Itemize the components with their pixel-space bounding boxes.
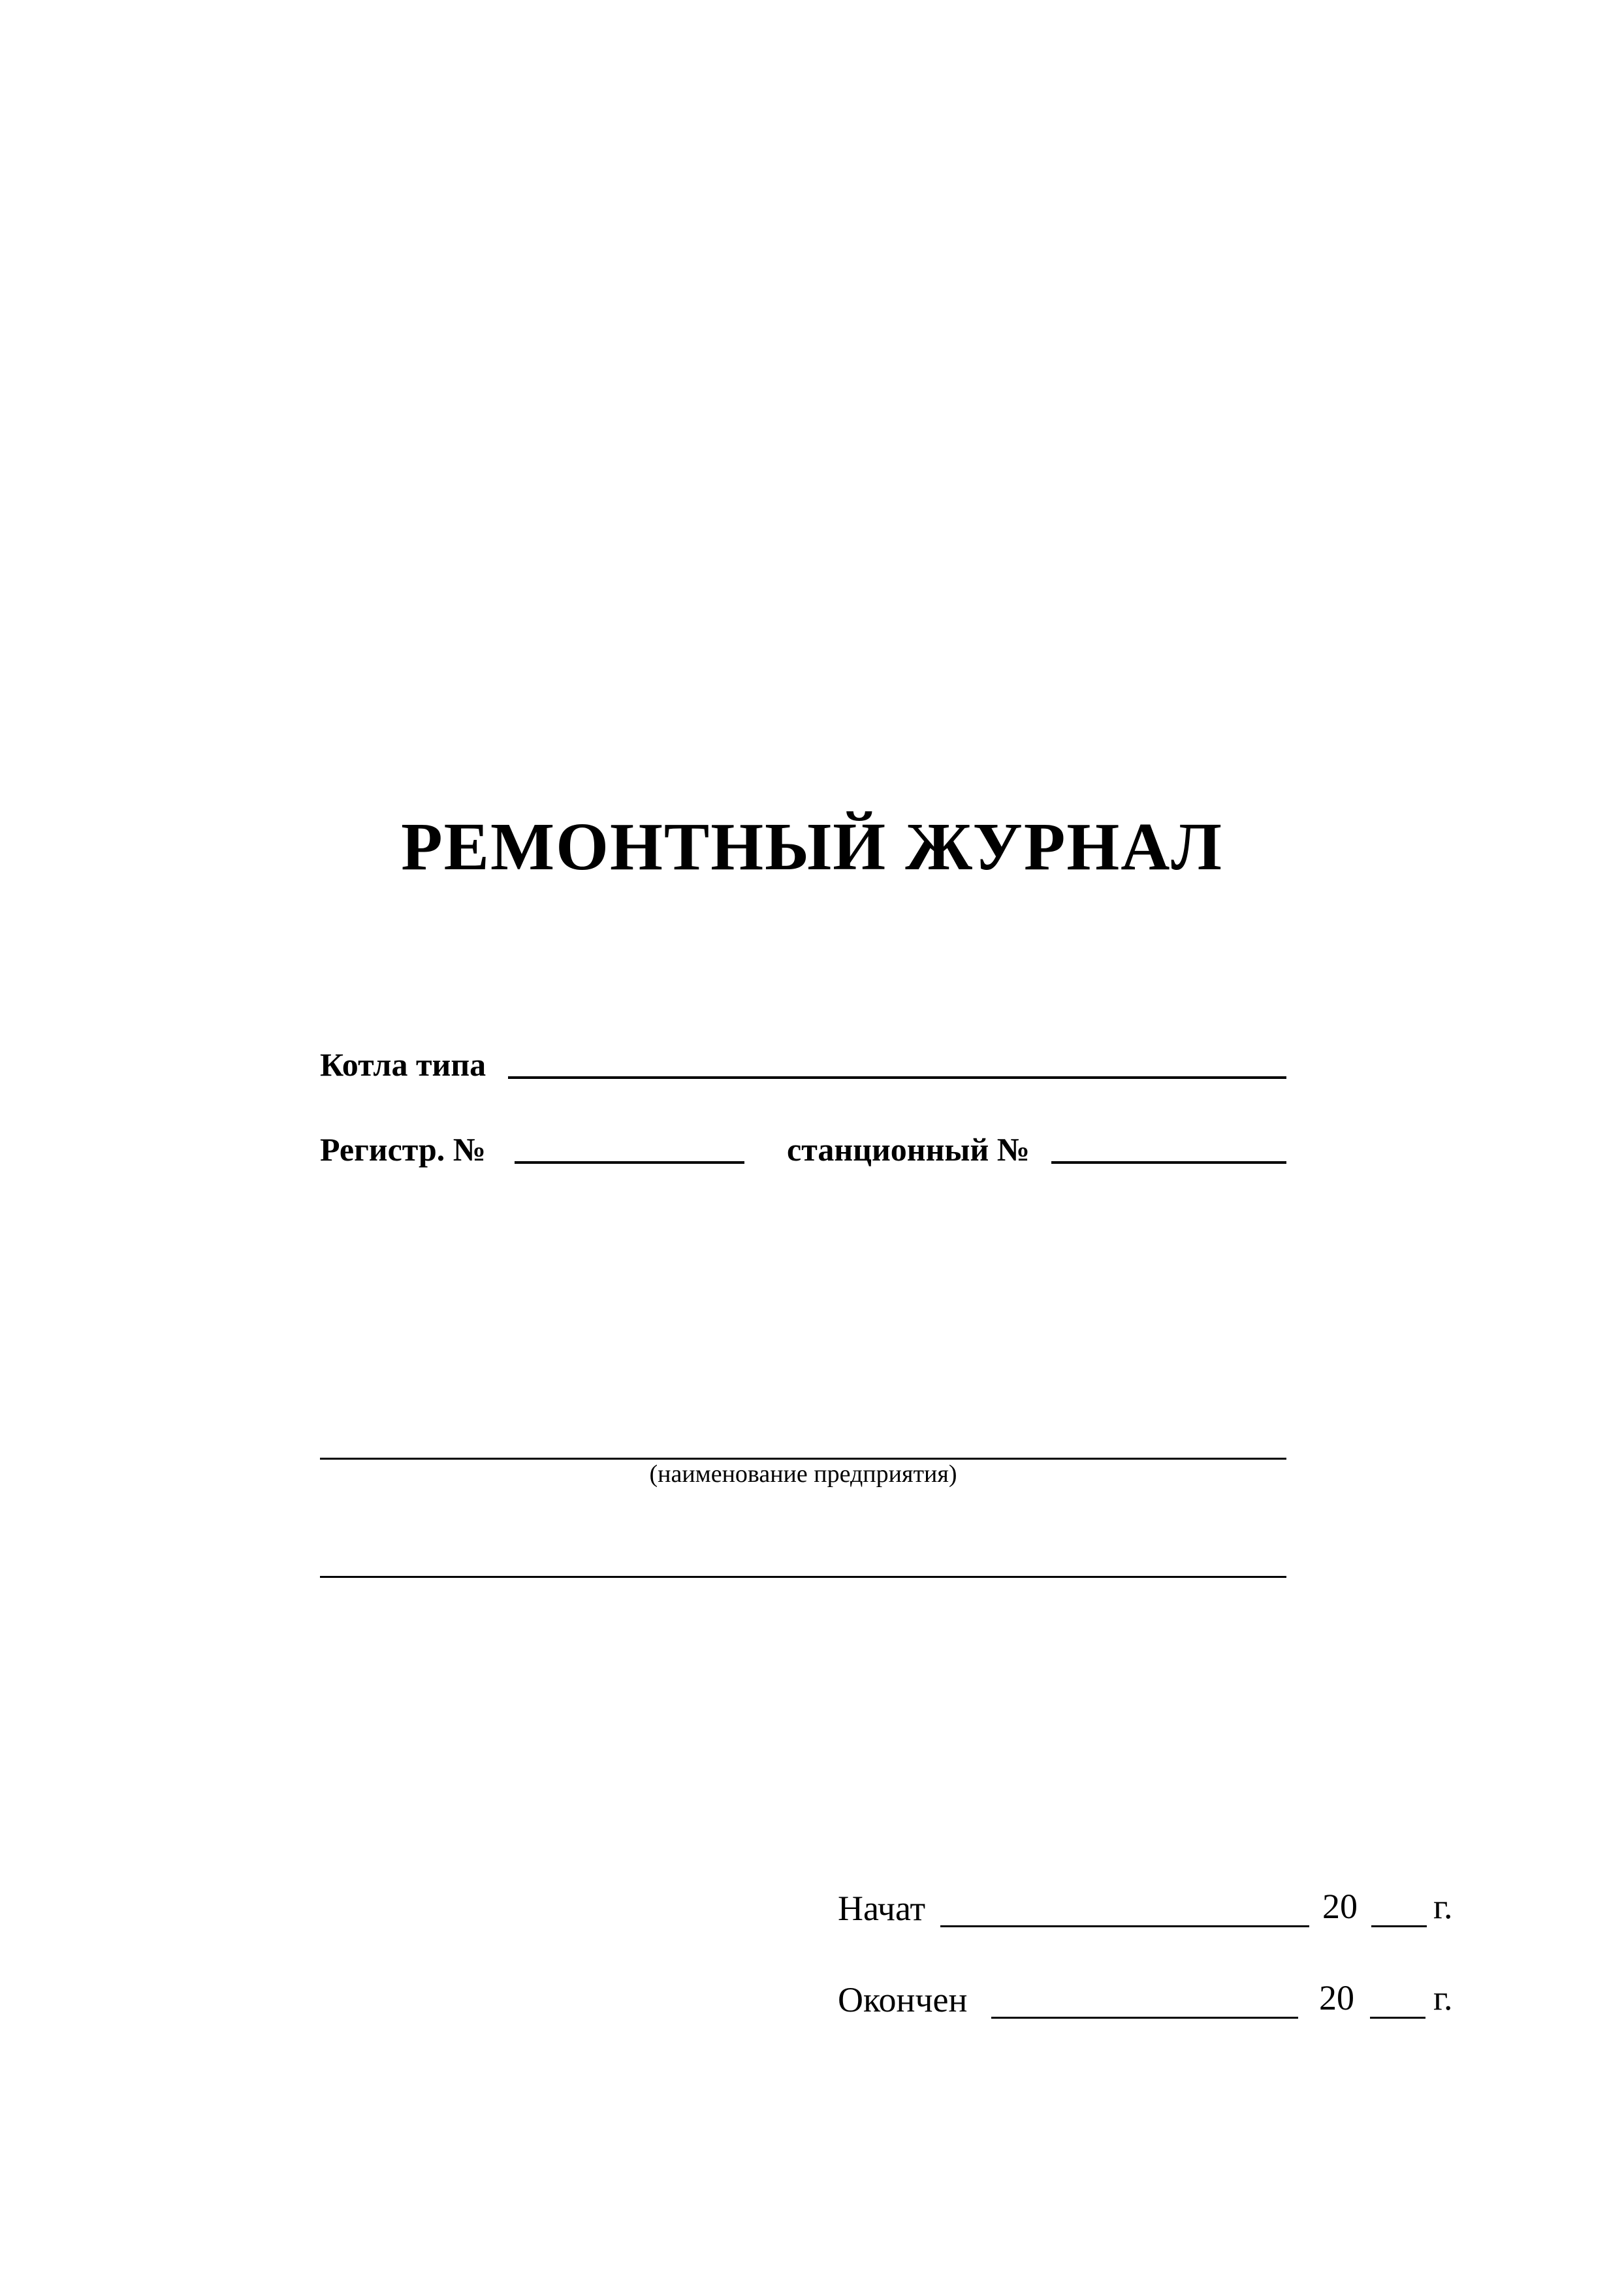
reg-number-field[interactable] (515, 1161, 744, 1164)
started-year-suffix: г. (1433, 1887, 1453, 1926)
started-year-field[interactable] (1371, 1925, 1427, 1927)
boiler-type-label: Котла типа (320, 1046, 486, 1083)
started-label: Начат (838, 1889, 926, 1928)
boiler-type-field[interactable] (508, 1076, 1286, 1079)
enterprise-name-field-2[interactable] (320, 1576, 1286, 1578)
reg-number-label: Регистр. № (320, 1131, 486, 1168)
finished-year-suffix: г. (1433, 1978, 1453, 2017)
finished-date-field[interactable] (991, 2017, 1298, 2019)
station-number-field[interactable] (1051, 1161, 1286, 1164)
finished-year-field[interactable] (1370, 2017, 1425, 2019)
finished-label: Окончен (838, 1980, 968, 2019)
started-century: 20 (1322, 1887, 1358, 1926)
document-title: РЕМОНТНЫЙ ЖУРНАЛ (401, 809, 1223, 884)
started-date-field[interactable] (940, 1925, 1309, 1927)
finished-century: 20 (1319, 1978, 1354, 2017)
station-number-label: станционный № (787, 1131, 1030, 1168)
enterprise-caption: (наименование предприятия) (649, 1460, 957, 1488)
enterprise-name-field[interactable] (320, 1458, 1286, 1460)
